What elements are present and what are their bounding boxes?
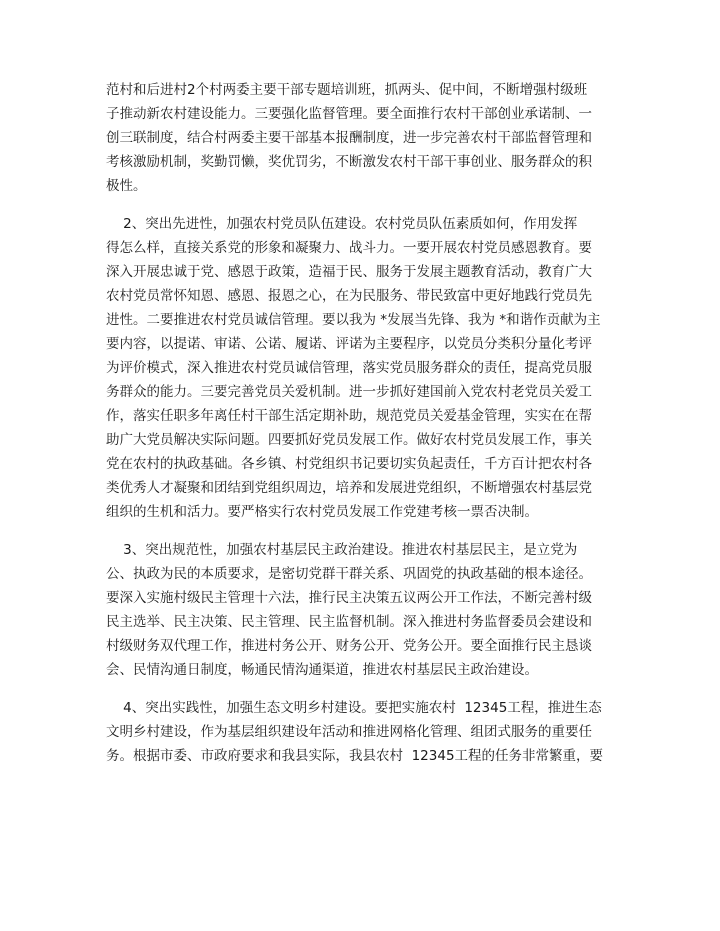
text-line: 务群众的能力。三要完善党员关爱机制。进一步抓好建国前入党农村老党员关爱工 bbox=[106, 384, 592, 400]
text-line: 3、突出规范性，加强农村基层民主政治建设。推进农村基层民主，是立党为 bbox=[106, 542, 578, 558]
text-line: 范村和后进村2个村两委主要干部专题培训班，抓两头、促中间，不断增强村级班 bbox=[106, 82, 588, 98]
text-line: 务。根据市委、市政府要求和我县实际，我县农村 12345工程的任务非常繁重，要 bbox=[106, 748, 604, 764]
text-line: 要深入实施村级民主管理十六法，推行民主决策五议两公开工作法，不断完善村级 bbox=[106, 590, 592, 606]
document-body bbox=[106, 78, 616, 768]
text-line: 进性。二要推进农村党员诚信管理。要以我为 *发展当先锋、我为 *和谐作贡献为主 bbox=[106, 312, 601, 328]
text-line: 深入开展忠诚于党、感恩于政策，造福于民、服务于发展主题教育活动，教育广大 bbox=[106, 264, 592, 280]
paragraph bbox=[106, 538, 616, 682]
text-line: 作，落实任职多年离任村干部生活定期补助，规范党员关爱基金管理，实实在在帮 bbox=[106, 408, 592, 424]
text-line: 助广大党员解决实际问题。四要抓好党员发展工作。做好农村党员发展工作，事关 bbox=[106, 432, 592, 448]
text-line: 组织的生机和活力。要严格实行农村党员发展工作党建考核一票否决制。 bbox=[106, 504, 538, 520]
text-line: 4、突出实践性，加强生态文明乡村建设。要把实施农村 12345工程，推进生态 bbox=[106, 700, 602, 716]
text-line: 农村党员常怀知恩、感恩、报恩之心，在为民服务、带民致富中更好地践行党员先 bbox=[106, 288, 592, 304]
text-line: 公、执政为民的本质要求，是密切党群干群关系、巩固党的执政基础的根本途径。 bbox=[106, 566, 592, 582]
text-line: 文明乡村建设，作为基层组织建设年活动和推进网格化管理、组团式服务的重要任 bbox=[106, 724, 592, 740]
text-line: 民主选举、民主决策、民主管理、民主监督机制。深入推进村务监督委员会建设和 bbox=[106, 614, 592, 630]
text-line: 党在农村的执政基础。各乡镇、村党组织书记要切实负起责任，千方百计把农村各 bbox=[106, 456, 592, 472]
text-line: 极性。 bbox=[106, 178, 147, 194]
paragraph bbox=[106, 696, 616, 768]
paragraph bbox=[106, 212, 616, 524]
text-line: 会、民情沟通日制度，畅通民情沟通渠道，推进农村基层民主政治建设。 bbox=[106, 662, 538, 678]
text-line: 类优秀人才凝聚和团结到党组织周边，培养和发展进党组织，不断增强农村基层党 bbox=[106, 480, 592, 496]
text-line: 创三联制度，结合村两委主要干部基本报酬制度，进一步完善农村干部监督管理和 bbox=[106, 130, 592, 146]
text-line: 2、突出先进性，加强农村党员队伍建设。农村党员队伍素质如何，作用发挥 bbox=[106, 216, 578, 232]
text-line: 子推动新农村建设能力。三要强化监督管理。要全面推行农村干部创业承诺制、一 bbox=[106, 106, 592, 122]
text-line: 村级财务双代理工作，推进村务公开、财务公开、党务公开。要全面推行民主恳谈 bbox=[106, 638, 592, 654]
text-line: 得怎么样，直接关系党的形象和凝聚力、战斗力。一要开展农村党员感恩教育。要 bbox=[106, 240, 592, 256]
text-line: 要内容，以提诺、审诺、公诺、履诺、评诺为主要程序，以党员分类积分量化考评 bbox=[106, 336, 592, 352]
paragraph bbox=[106, 78, 616, 198]
text-line: 考核激励机制，奖勤罚懒，奖优罚劣，不断激发农村干部干事创业、服务群众的积 bbox=[106, 154, 592, 170]
text-line: 为评价模式，深入推进农村党员诚信管理，落实党员服务群众的责任，提高党员服 bbox=[106, 360, 592, 376]
